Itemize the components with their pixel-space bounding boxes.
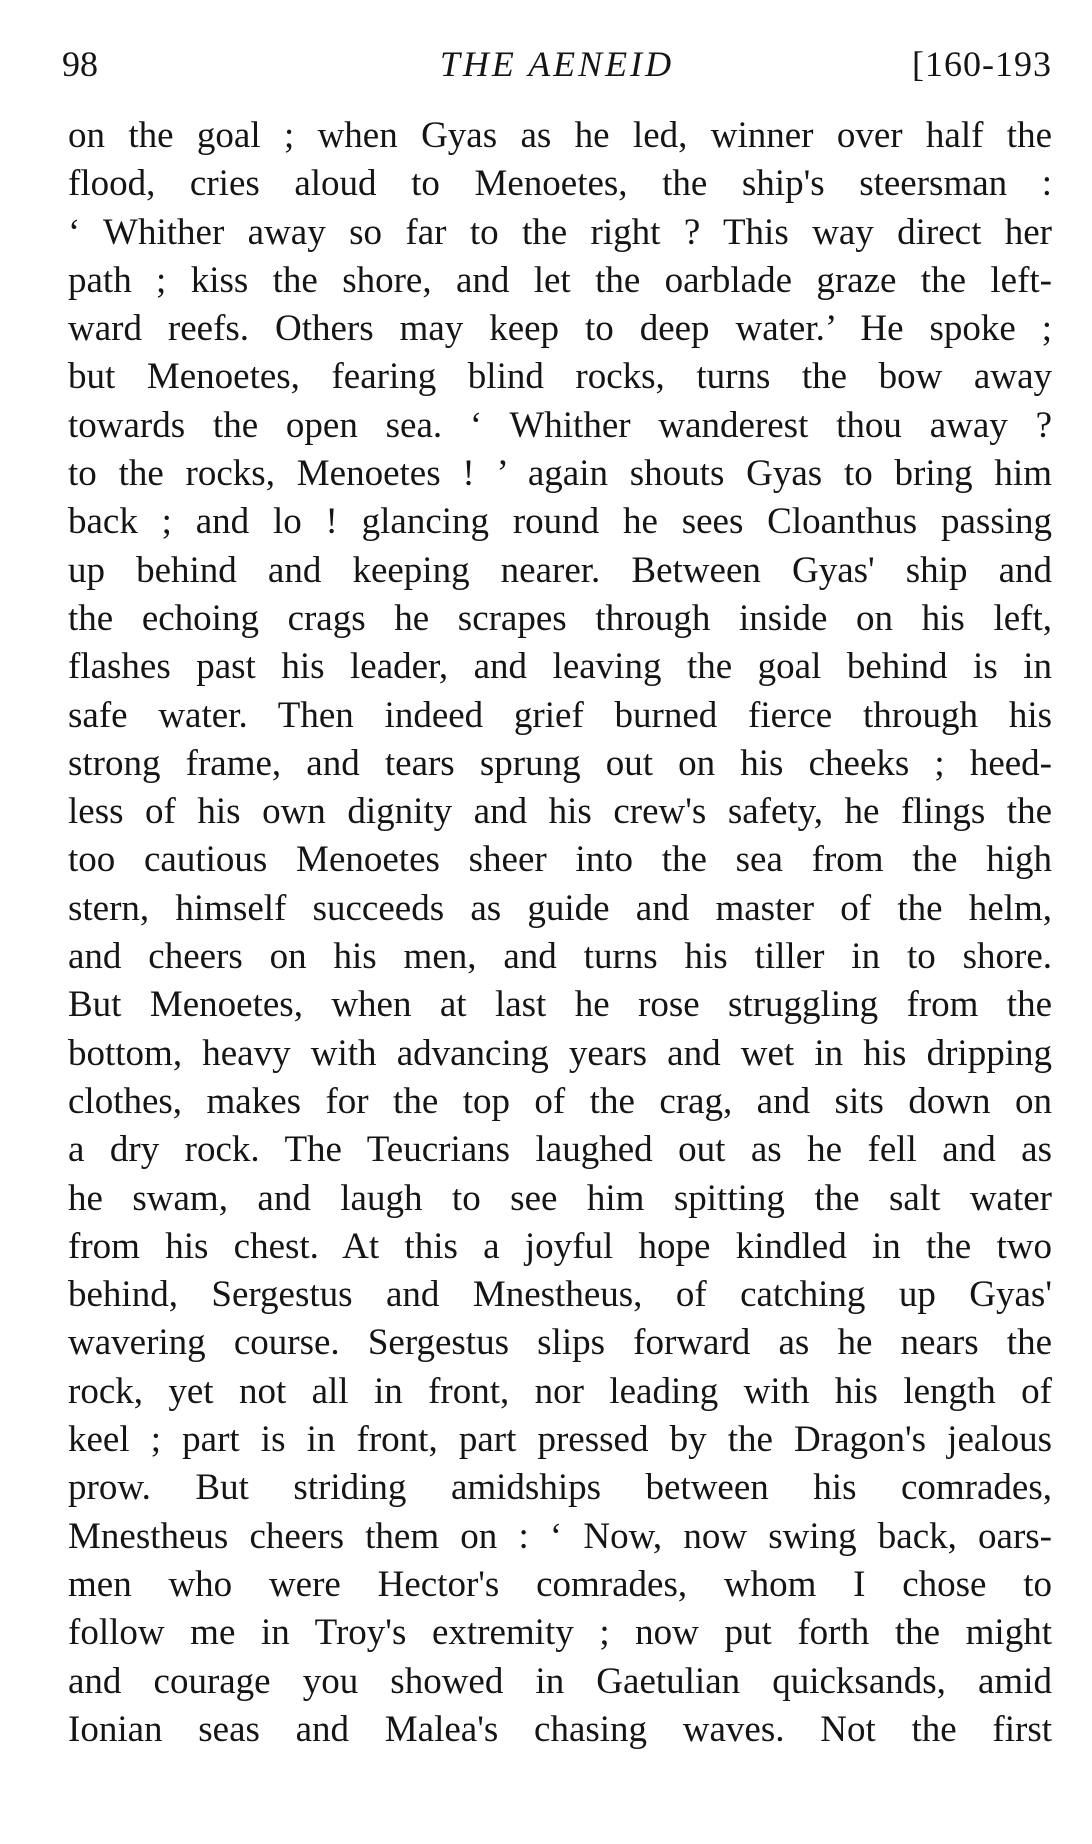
text-line: less of his own dignity and his crew's safety, he flings the <box>68 791 1052 833</box>
text-line: but Menoetes, fearing blind rocks, turns the bow away <box>68 356 1052 398</box>
text-line: follow me in Troy's extremity ; now put forth the might <box>68 1612 1052 1654</box>
text-line: flashes past his leader, and leaving the goal behind is in <box>68 646 1052 688</box>
text-line: on the goal ; when Gyas as he led, winner over half the <box>68 115 1052 156</box>
text-line: ‘ Whither away so far to the right ? This way direct her <box>68 211 1052 253</box>
text-line: But Menoetes, when at last he rose struggling from the <box>68 984 1052 1026</box>
text-line: back ; and lo ! glancing round he sees Cloanthus passing <box>68 501 1052 543</box>
text-line: Ionian seas and Malea's chasing waves. Not the first <box>68 1708 1052 1750</box>
text-line: bottom, heavy with advancing years and wet in his dripping <box>68 1032 1052 1074</box>
text-line: keel ; part is in front, part pressed by the Dragon's jealous <box>68 1419 1052 1461</box>
text-line: prow. But striding amidships between his comrades, <box>68 1467 1052 1509</box>
text-line: towards the open sea. ‘ Whither wanderest thou away ? <box>68 404 1052 446</box>
text-line: strong frame, and tears sprung out on his cheeks ; heed- <box>68 742 1052 784</box>
text-line: ward reefs. Others may keep to deep water.’ He spoke ; <box>68 308 1052 350</box>
text-line: safe water. Then indeed grief burned fierce through his <box>68 694 1052 736</box>
text-line: clothes, makes for the top of the crag, and sits down on <box>68 1080 1052 1122</box>
text-line: stern, himself succeeds as guide and master of the helm, <box>68 887 1052 929</box>
text-line: to the rocks, Menoetes ! ’ again shouts Gyas to bring him <box>68 453 1052 495</box>
line-range: [160-193 <box>912 44 1052 84</box>
text-line: path ; kiss the shore, and let the oarblade graze the left- <box>68 259 1052 301</box>
page-number: 98 <box>62 44 98 84</box>
text-line: Mnestheus cheers them on : ‘ Now, now swing back, oars- <box>68 1515 1052 1557</box>
text-line: up behind and keeping nearer. Between Gyas' ship and <box>68 549 1052 591</box>
text-line: a dry rock. The Teucrians laughed out as he fell and as <box>68 1129 1052 1171</box>
text-line: and cheers on his men, and turns his tiller in to shore. <box>68 936 1052 978</box>
running-head <box>62 34 1052 94</box>
text-line: and courage you showed in Gaetulian quicksands, amid <box>68 1660 1052 1702</box>
text-line: flood, cries aloud to Menoetes, the ship's steersman : <box>68 163 1052 205</box>
text-line: behind, Sergestus and Mnestheus, of catching up Gyas' <box>68 1274 1052 1316</box>
text-line: wavering course. Sergestus slips forward as he nears the <box>68 1322 1052 1364</box>
body-text <box>68 112 1052 1754</box>
text-line: from his chest. At this a joyful hope kindled in the two <box>68 1225 1052 1267</box>
text-line: the echoing crags he scrapes through inside on his left, <box>68 597 1052 639</box>
text-line: too cautious Menoetes sheer into the sea from the high <box>68 839 1052 881</box>
text-line: rock, yet not all in front, nor leading with his length of <box>68 1370 1052 1412</box>
text-line: men who were Hector's comrades, whom I chose to <box>68 1563 1052 1605</box>
text-line: he swam, and laugh to see him spitting the salt water <box>68 1177 1052 1219</box>
book-title: THE AENEID <box>439 44 675 84</box>
